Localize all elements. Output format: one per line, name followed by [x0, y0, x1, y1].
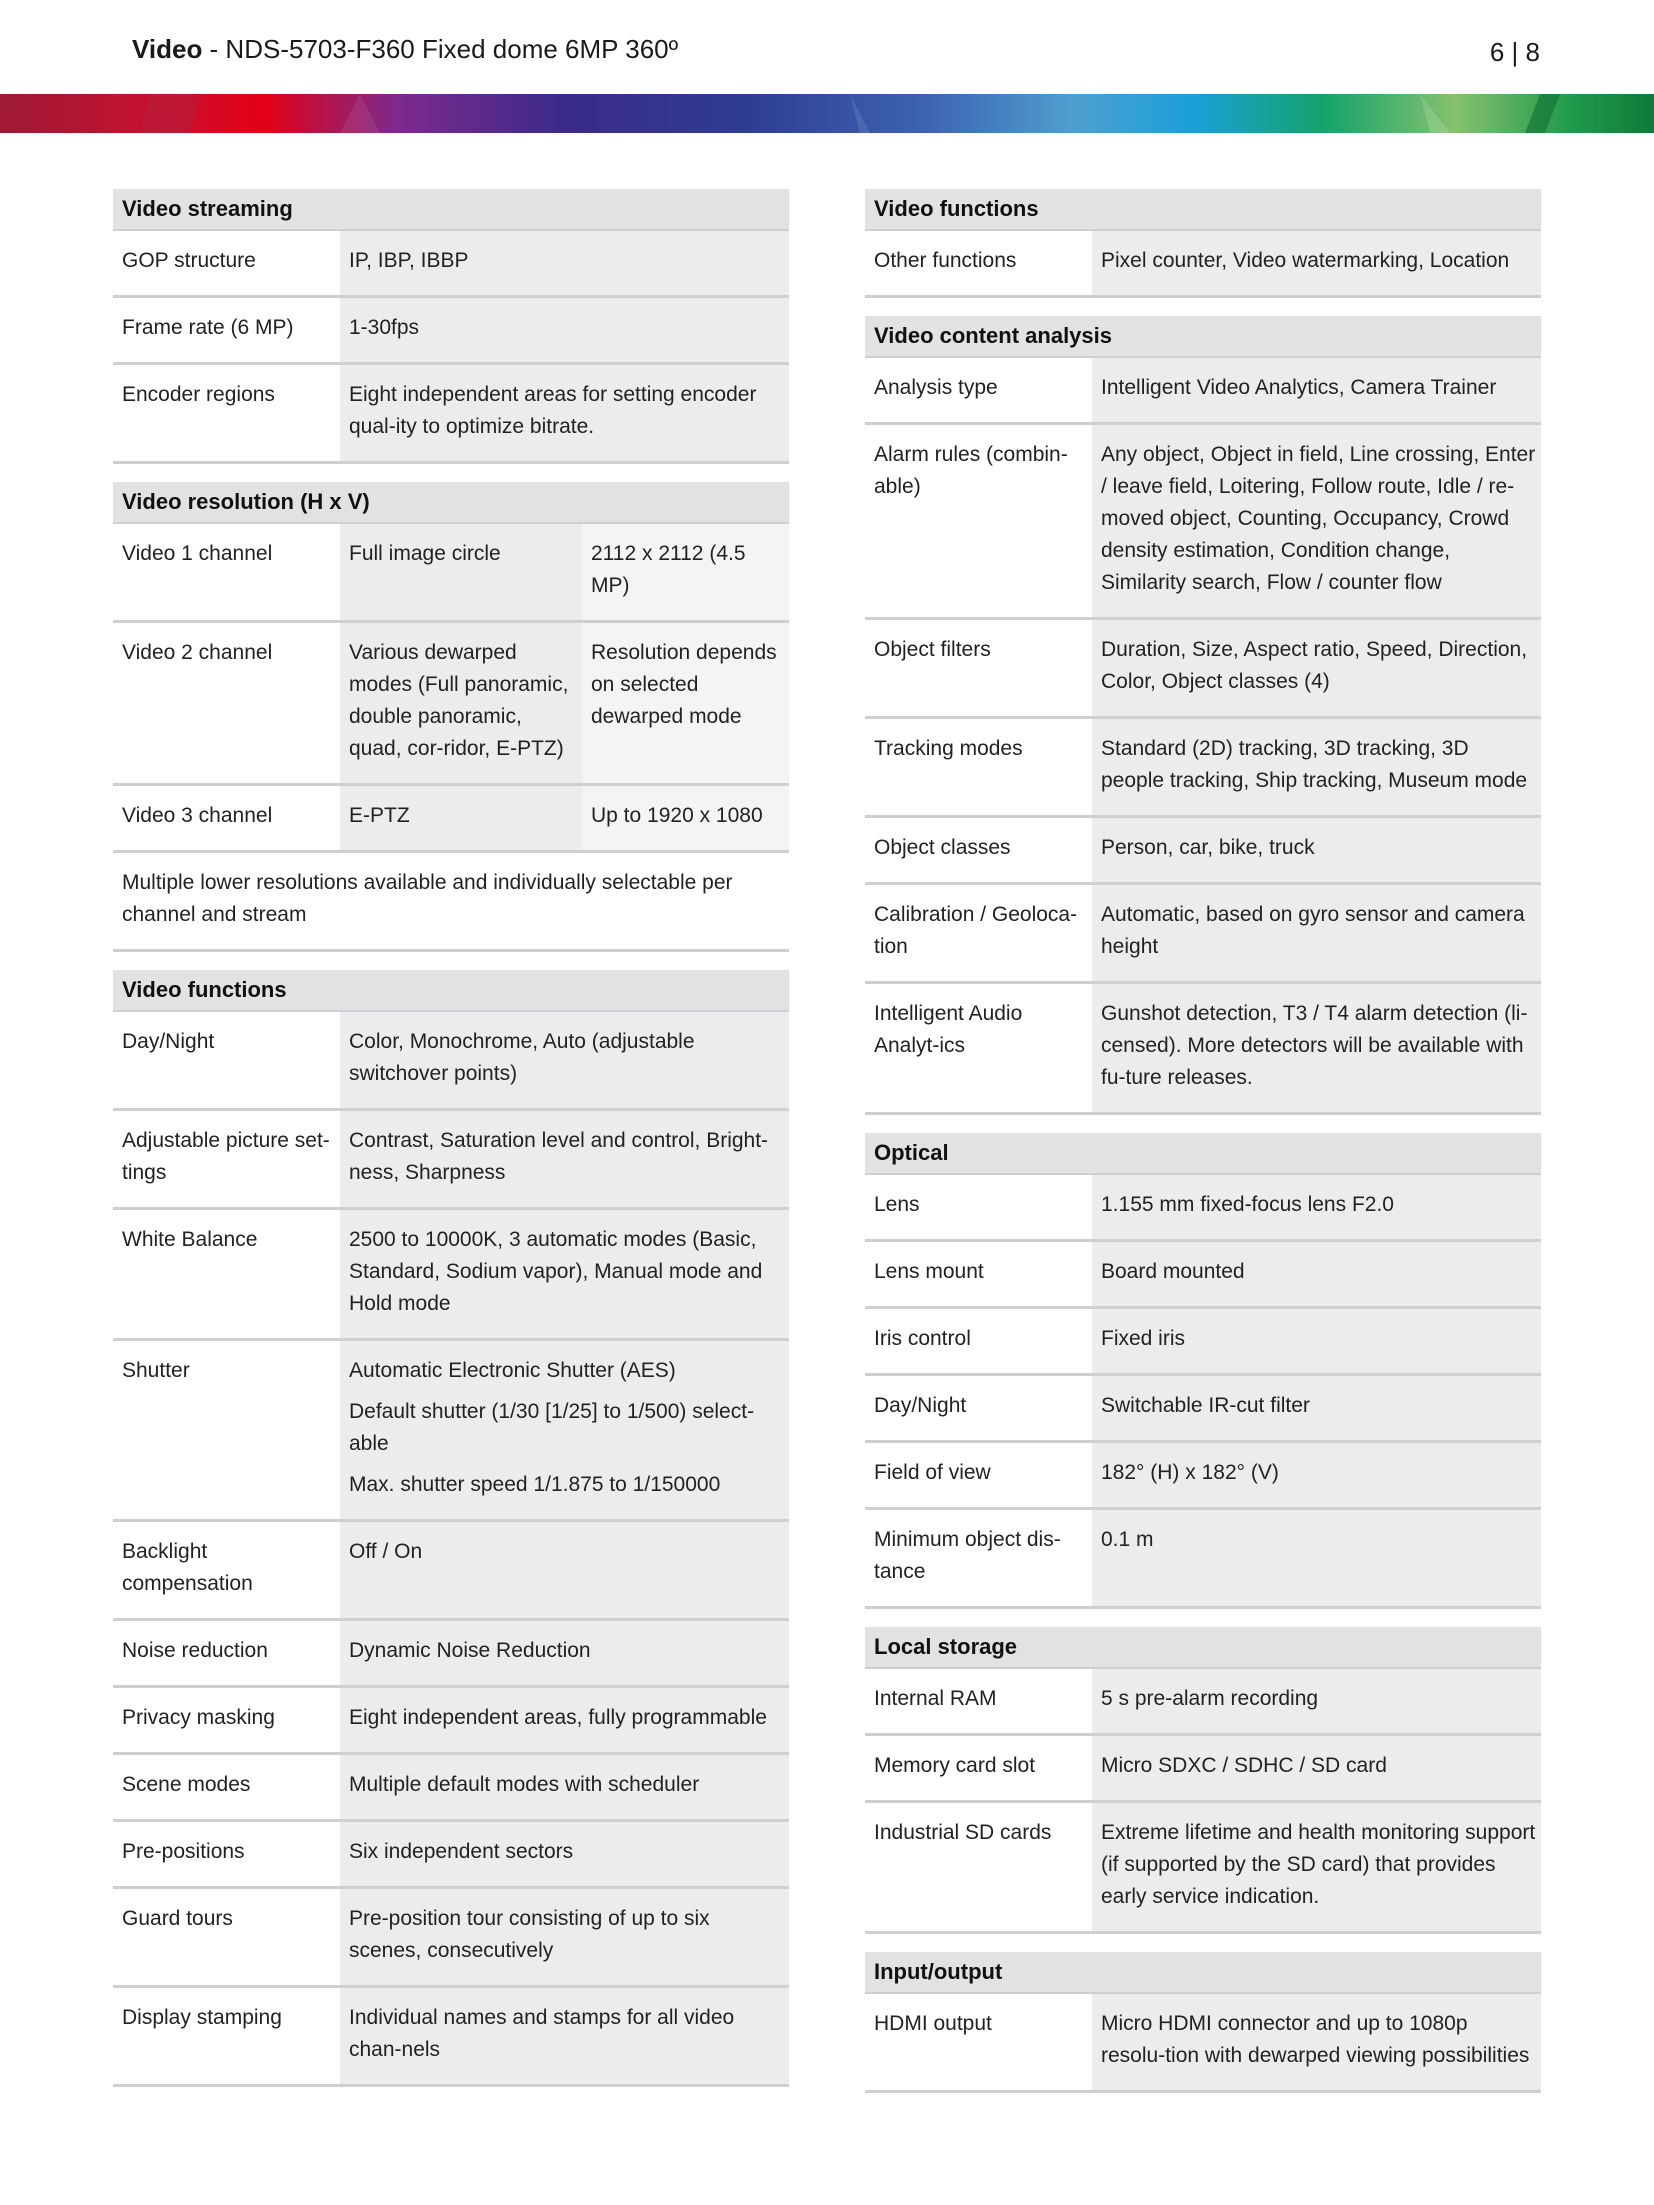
table-row [113, 1341, 789, 1522]
section-heading: Input/output [865, 1952, 1541, 1994]
table-row [865, 1669, 1541, 1736]
table-row [113, 298, 789, 365]
table-row [113, 1988, 789, 2087]
table-row [113, 1210, 789, 1341]
row-value: Intelligent Video Analytics, Camera Trainer [1092, 358, 1541, 422]
optical-section [865, 1133, 1541, 1609]
row-value: Off / On [340, 1522, 789, 1618]
row-label: Iris control [865, 1309, 1092, 1373]
left-column [113, 189, 789, 2105]
table-row [865, 425, 1541, 620]
local-storage-section [865, 1627, 1541, 1934]
row-mode: Full image circle [340, 524, 582, 620]
row-label: Tracking modes [865, 719, 1092, 815]
table-row [865, 358, 1541, 425]
table-row [113, 1822, 789, 1889]
row-value: Fixed iris [1092, 1309, 1541, 1373]
row-value: 1-30fps [340, 298, 789, 362]
shutter-value-line: Max. shutter speed 1/1.875 to 1/150000 [349, 1473, 721, 1496]
row-value: Automatic, based on gyro sensor and camera height [1092, 885, 1541, 981]
table-row [865, 1803, 1541, 1934]
row-resolution: 2112 x 2112 (4.5 MP) [582, 524, 789, 620]
row-label: Scene modes [113, 1755, 340, 1819]
row-value: Standard (2D) tracking, 3D tracking, 3D people tracking, Ship tracking, Museum mode [1092, 719, 1541, 815]
row-label: White Balance [113, 1210, 340, 1338]
table-row [113, 1755, 789, 1822]
row-value: Eight independent areas for setting encoder qual-ity to optimize bitrate. [340, 365, 789, 461]
row-value: Switchable IR-cut filter [1092, 1376, 1541, 1440]
row-value: 0.1 m [1092, 1510, 1541, 1606]
row-label: Day/Night [113, 1012, 340, 1108]
table-row [865, 1736, 1541, 1803]
table-row [113, 231, 789, 298]
section-heading: Video streaming [113, 189, 789, 231]
input-output-section [865, 1952, 1541, 2093]
section-heading: Video resolution (H x V) [113, 482, 789, 524]
table-row [113, 786, 789, 853]
row-value: 182° (H) x 182° (V) [1092, 1443, 1541, 1507]
table-row-note [113, 853, 789, 952]
video-resolution-section [113, 482, 789, 952]
row-value: Extreme lifetime and health monitoring support (if supported by the SD card) that provides early service indication. [1092, 1803, 1541, 1931]
row-label: Calibration / Geoloca-tion [865, 885, 1092, 981]
table-row [113, 623, 789, 786]
row-label: Alarm rules (combin-able) [865, 425, 1092, 617]
table-row [865, 719, 1541, 818]
table-row [865, 984, 1541, 1115]
table-row [113, 1621, 789, 1688]
table-row [865, 620, 1541, 719]
table-row [865, 885, 1541, 984]
row-label: Noise reduction [113, 1621, 340, 1685]
row-label: Adjustable picture set-tings [113, 1111, 340, 1207]
title-product-name: - NDS-5703-F360 Fixed dome 6MP 360º [202, 34, 679, 64]
section-heading: Video functions [113, 970, 789, 1012]
row-label: Privacy masking [113, 1688, 340, 1752]
section-heading: Video content analysis [865, 316, 1541, 358]
table-row [113, 1012, 789, 1111]
table-row [865, 1510, 1541, 1609]
row-value: Pre-position tour consisting of up to six scenes, consecutively [340, 1889, 789, 1985]
row-label: Minimum object dis-tance [865, 1510, 1092, 1606]
row-value: Six independent sectors [340, 1822, 789, 1886]
row-value: Micro HDMI connector and up to 1080p resolu-tion with dewarped viewing possibilities [1092, 1994, 1541, 2090]
row-value: IP, IBP, IBBP [340, 231, 789, 295]
table-row [113, 1889, 789, 1988]
row-mode: Various dewarped modes (Full panoramic, double panoramic, quad, cor-ridor, E-PTZ) [340, 623, 582, 783]
row-label: Frame rate (6 MP) [113, 298, 340, 362]
video-functions-section [113, 970, 789, 2087]
row-value: Any object, Object in field, Line crossing, Enter / leave field, Loitering, Follow route, Idle / re-moved object, Counting, Occupancy, Crowd density estimation, Condition change, Similarity search, Flow / counter flow [1092, 425, 1541, 617]
page-header [0, 0, 1654, 94]
table-row [865, 1175, 1541, 1242]
row-label: Pre-positions [113, 1822, 340, 1886]
row-value: Micro SDXC / SDHC / SD card [1092, 1736, 1541, 1800]
section-heading: Local storage [865, 1627, 1541, 1669]
row-label: Video 2 channel [113, 623, 340, 783]
row-label: Display stamping [113, 1988, 340, 2084]
row-value [340, 1341, 789, 1519]
row-label: Industrial SD cards [865, 1803, 1092, 1931]
shutter-value-line: Default shutter (1/30 [1/25] to 1/500) select-able [349, 1400, 755, 1455]
table-row [865, 231, 1541, 298]
row-label: GOP structure [113, 231, 340, 295]
row-resolution: Resolution depends on selected dewarped mode [582, 623, 789, 783]
section-heading: Video functions [865, 189, 1541, 231]
row-value: Contrast, Saturation level and control, Bright-ness, Sharpness [340, 1111, 789, 1207]
row-label: HDMI output [865, 1994, 1092, 2090]
row-label: Internal RAM [865, 1669, 1092, 1733]
row-label: Object classes [865, 818, 1092, 882]
row-value: 5 s pre-alarm recording [1092, 1669, 1541, 1733]
title-section-name: Video [132, 34, 203, 64]
table-row [113, 365, 789, 464]
row-label: Day/Night [865, 1376, 1092, 1440]
table-row [865, 1376, 1541, 1443]
table-row [865, 1309, 1541, 1376]
row-value: Board mounted [1092, 1242, 1541, 1306]
row-label: Other functions [865, 231, 1092, 295]
table-row [865, 1443, 1541, 1510]
document-title [132, 34, 678, 65]
table-row [113, 524, 789, 623]
brand-color-band [0, 94, 1654, 133]
video-functions-continued-section [865, 189, 1541, 298]
row-label: Shutter [113, 1341, 340, 1519]
row-value: Eight independent areas, fully programmable [340, 1688, 789, 1752]
table-row [865, 818, 1541, 885]
resolution-note: Multiple lower resolutions available and individually selectable per channel and stream [113, 853, 789, 949]
table-row [865, 1242, 1541, 1309]
row-label: Encoder regions [113, 365, 340, 461]
row-value: 1.155 mm fixed-focus lens F2.0 [1092, 1175, 1541, 1239]
row-value: Individual names and stamps for all video chan-nels [340, 1988, 789, 2084]
row-label: Object filters [865, 620, 1092, 716]
right-column [865, 189, 1541, 2111]
page-number: 6 | 8 [1489, 37, 1540, 67]
row-label: Video 3 channel [113, 786, 340, 850]
row-value: Duration, Size, Aspect ratio, Speed, Direction, Color, Object classes (4) [1092, 620, 1541, 716]
video-content-analysis-section [865, 316, 1541, 1115]
row-label: Field of view [865, 1443, 1092, 1507]
row-mode: E-PTZ [340, 786, 582, 850]
table-row [113, 1111, 789, 1210]
row-label: Guard tours [113, 1889, 340, 1985]
row-label: Analysis type [865, 358, 1092, 422]
row-label: Lens mount [865, 1242, 1092, 1306]
row-value: Pixel counter, Video watermarking, Location [1092, 231, 1541, 295]
row-label: Memory card slot [865, 1736, 1092, 1800]
section-heading: Optical [865, 1133, 1541, 1175]
row-label: Intelligent Audio Analyt-ics [865, 984, 1092, 1112]
shutter-value-line: Automatic Electronic Shutter (AES) [349, 1359, 676, 1382]
row-value: Gunshot detection, T3 / T4 alarm detection (li-censed). More detectors will be available with fu-ture releases. [1092, 984, 1541, 1112]
table-row [113, 1522, 789, 1621]
row-value: 2500 to 10000K, 3 automatic modes (Basic, Standard, Sodium vapor), Manual mode and Hold mode [340, 1210, 789, 1338]
row-value: Multiple default modes with scheduler [340, 1755, 789, 1819]
row-value: Color, Monochrome, Auto (adjustable switchover points) [340, 1012, 789, 1108]
row-label: Backlight compensation [113, 1522, 340, 1618]
row-resolution: Up to 1920 x 1080 [582, 786, 789, 850]
table-row [113, 1688, 789, 1755]
table-row [865, 1994, 1541, 2093]
row-label: Video 1 channel [113, 524, 340, 620]
row-value: Dynamic Noise Reduction [340, 1621, 789, 1685]
row-label: Lens [865, 1175, 1092, 1239]
row-value: Person, car, bike, truck [1092, 818, 1541, 882]
video-streaming-section [113, 189, 789, 464]
